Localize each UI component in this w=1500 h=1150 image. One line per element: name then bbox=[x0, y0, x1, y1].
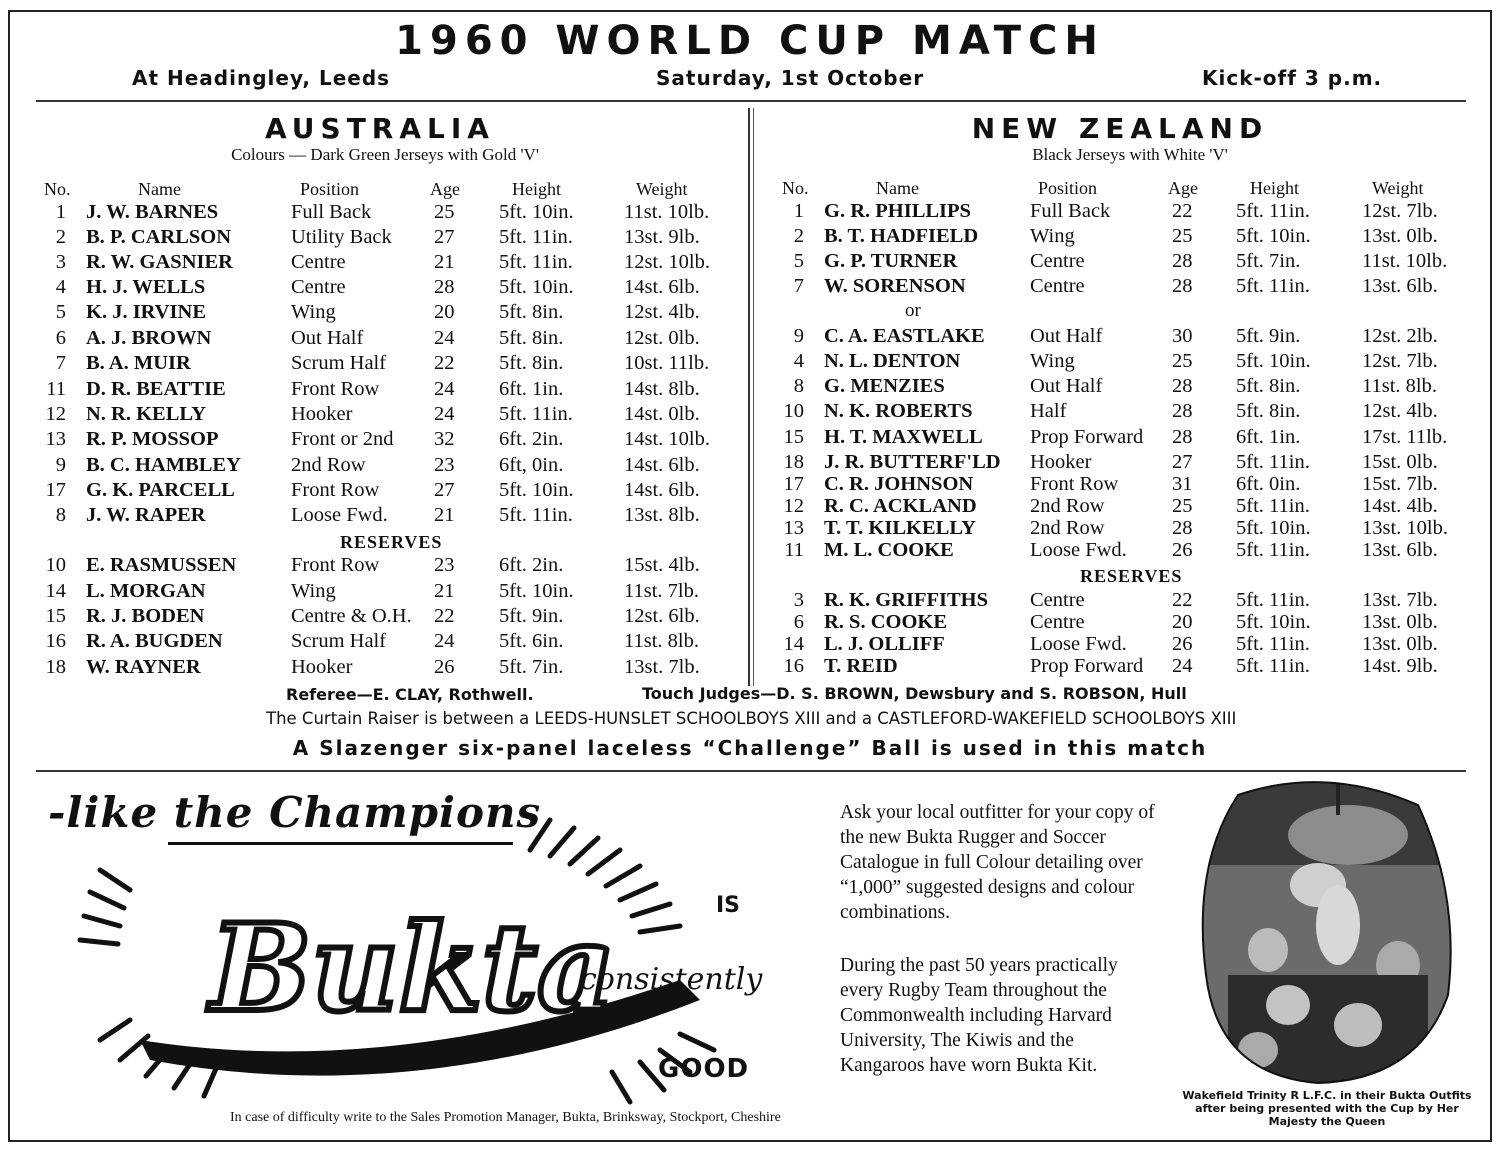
player-height: 5ft. 11in. bbox=[1236, 589, 1310, 611]
new-zealand-team-name: NEW ZEALAND bbox=[971, 112, 1269, 145]
player-height: 5ft. 10in. bbox=[499, 479, 574, 501]
player-age: 30 bbox=[1172, 325, 1193, 347]
player-name: J. W. RAPER bbox=[86, 504, 206, 526]
player-height: 5ft. 11in. bbox=[499, 504, 573, 526]
player-position: Centre bbox=[1030, 589, 1085, 611]
player-weight: 12st. 7lb. bbox=[1362, 350, 1438, 372]
player-number: 11 bbox=[784, 539, 804, 561]
australia-colours: Colours — Dark Green Jerseys with Gold 'V' bbox=[231, 145, 539, 164]
player-age: 28 bbox=[1172, 250, 1193, 272]
player-age: 27 bbox=[434, 226, 455, 248]
player-weight: 12st. 4lb. bbox=[624, 301, 700, 323]
player-weight: 14st. 6lb. bbox=[624, 479, 700, 501]
player-number: 15 bbox=[45, 605, 66, 627]
advert-tagline: -like the Champions bbox=[48, 788, 542, 837]
player-position: Centre bbox=[1030, 611, 1085, 633]
player-number: 12 bbox=[783, 495, 804, 517]
consistently-word: consistently bbox=[580, 962, 763, 997]
player-number: 18 bbox=[783, 451, 804, 473]
player-name: E. RASMUSSEN bbox=[86, 554, 237, 576]
australia-header-no: No. bbox=[44, 179, 71, 199]
player-position: 2nd Row bbox=[1030, 517, 1105, 539]
player-position: Wing bbox=[1030, 350, 1075, 372]
player-number: 9 bbox=[55, 454, 66, 476]
player-name: R. W. GASNIER bbox=[86, 251, 233, 273]
player-age: 24 bbox=[434, 630, 455, 652]
player-weight: 14st. 10lb. bbox=[624, 428, 710, 450]
player-weight: 15st. 7lb. bbox=[1362, 473, 1438, 495]
referee-text: Referee—E. CLAY, Rothwell. bbox=[286, 685, 534, 704]
player-position: Prop Forward bbox=[1030, 655, 1144, 677]
player-name: H. J. WELLS bbox=[86, 276, 206, 298]
player-position: Wing bbox=[291, 580, 336, 602]
player-position: Full Back bbox=[1030, 200, 1111, 222]
new-zealand-header-height: Height bbox=[1250, 178, 1299, 198]
player-weight: 12st. 0lb. bbox=[624, 327, 700, 349]
player-height: 5ft. 8in. bbox=[499, 352, 564, 374]
player-position: Hooker bbox=[1030, 451, 1092, 473]
player-age: 26 bbox=[1172, 633, 1193, 655]
ball-notice: A Slazenger six-panel laceless “Challenge” Ball is used in this match bbox=[292, 736, 1208, 760]
player-number: 7 bbox=[55, 352, 66, 374]
player-height: 5ft. 7in. bbox=[499, 656, 564, 678]
player-height: 5ft. 10in. bbox=[499, 580, 574, 602]
player-height: 5ft. 11in. bbox=[499, 226, 573, 248]
player-name: N. R. KELLY bbox=[86, 403, 206, 425]
new-zealand-header-age: Age bbox=[1168, 178, 1198, 198]
player-number: 7 bbox=[793, 275, 804, 297]
player-number: 11 bbox=[46, 378, 66, 400]
player-position: 2nd Row bbox=[291, 454, 366, 476]
australia-reserves-heading: RESERVES bbox=[340, 532, 443, 552]
column-divider bbox=[748, 108, 750, 686]
player-number: 5 bbox=[55, 301, 66, 323]
player-position: Wing bbox=[1030, 225, 1075, 247]
player-number: 8 bbox=[55, 504, 66, 526]
australia-header-age: Age bbox=[430, 179, 460, 199]
player-weight: 14st. 4lb. bbox=[1362, 495, 1438, 517]
player-position: Front Row bbox=[1030, 473, 1119, 495]
player-number: 6 bbox=[793, 611, 804, 633]
player-weight: 13st. 7lb. bbox=[624, 656, 700, 678]
player-position: Utility Back bbox=[291, 226, 392, 248]
player-weight: 15st. 4lb. bbox=[624, 554, 700, 576]
player-age: 20 bbox=[434, 301, 455, 323]
player-height: 5ft. 10in. bbox=[1236, 350, 1311, 372]
player-age: 22 bbox=[1172, 589, 1193, 611]
player-weight: 13st. 6lb. bbox=[1362, 275, 1438, 297]
catalogue-text: Ask your local outfitter for your copy of the new Bukta Rugger and Soccer Catalogue in full Colour detailing over “1,000” suggested designs and colour combinations. bbox=[840, 802, 1155, 923]
player-weight: 13st. 9lb. bbox=[624, 226, 700, 248]
difficulty-text: In case of difficulty write to the Sales Promotion Manager, Bukta, Brinksway, Stockport, Cheshire bbox=[230, 1110, 781, 1125]
player-name: R. K. GRIFFITHS bbox=[824, 589, 989, 611]
player-name: T. REID bbox=[824, 655, 898, 677]
player-weight: 14st. 6lb. bbox=[624, 454, 700, 476]
player-position: Full Back bbox=[291, 201, 372, 223]
header-divider bbox=[36, 100, 1466, 102]
player-name: G. P. TURNER bbox=[824, 250, 958, 272]
player-position: Front Row bbox=[291, 479, 380, 501]
player-name: R. P. MOSSOP bbox=[86, 428, 219, 450]
player-position: Scrum Half bbox=[291, 630, 387, 652]
curtain-raiser-text: The Curtain Raiser is between a LEEDS-HUNSLET SCHOOLBOYS XIII and a CASTLEFORD-WAKEFIELD SCHOOLBOYS XIII bbox=[266, 709, 1237, 728]
page-title: 1960 WORLD CUP MATCH bbox=[395, 18, 1105, 64]
player-position: 2nd Row bbox=[1030, 495, 1105, 517]
player-position: Hooker bbox=[291, 656, 353, 678]
player-name: L. J. OLLIFF bbox=[824, 633, 945, 655]
player-name: N. L. DENTON bbox=[824, 350, 961, 372]
player-position: Half bbox=[1030, 400, 1067, 422]
player-age: 28 bbox=[1172, 275, 1193, 297]
player-name: N. K. ROBERTS bbox=[824, 400, 973, 422]
new-zealand-header-no: No. bbox=[782, 178, 809, 198]
player-name: W. SORENSON bbox=[824, 275, 966, 297]
player-number: 14 bbox=[783, 633, 804, 655]
player-number: 16 bbox=[45, 630, 66, 652]
player-height: 5ft. 10in. bbox=[1236, 517, 1311, 539]
advert-divider bbox=[36, 770, 1466, 772]
player-position: Loose Fwd. bbox=[1030, 633, 1127, 655]
player-age: 27 bbox=[434, 479, 455, 501]
player-number: 6 bbox=[55, 327, 66, 349]
player-age: 22 bbox=[434, 352, 455, 374]
player-age: 24 bbox=[434, 327, 455, 349]
player-number: 1 bbox=[793, 200, 804, 222]
player-name: G. K. PARCELL bbox=[86, 479, 235, 501]
player-height: 5ft. 8in. bbox=[499, 301, 564, 323]
player-age: 25 bbox=[434, 201, 455, 223]
player-height: 6ft. 2in. bbox=[499, 554, 564, 576]
player-number: 17 bbox=[45, 479, 66, 501]
player-number: 2 bbox=[55, 226, 66, 248]
player-age: 25 bbox=[1172, 495, 1193, 517]
player-height: 5ft. 11in. bbox=[1236, 275, 1310, 297]
brand-wordmark: Bukta bbox=[210, 898, 615, 1039]
player-height: 5ft. 11in. bbox=[1236, 200, 1310, 222]
player-weight: 12st. 2lb. bbox=[1362, 325, 1438, 347]
player-name: B. P. CARLSON bbox=[86, 226, 232, 248]
player-number: 3 bbox=[55, 251, 66, 273]
column-divider-inner bbox=[753, 108, 754, 686]
player-height: 6ft. 2in. bbox=[499, 428, 564, 450]
player-name: G. R. PHILLIPS bbox=[824, 200, 971, 222]
player-age: 27 bbox=[1172, 451, 1193, 473]
player-name: B. A. MUIR bbox=[86, 352, 191, 374]
player-number: 9 bbox=[793, 325, 804, 347]
player-height: 5ft. 7in. bbox=[1236, 250, 1301, 272]
player-weight: 10st. 11lb. bbox=[624, 352, 710, 374]
player-age: 23 bbox=[434, 454, 455, 476]
player-weight: 14st. 8lb. bbox=[624, 378, 700, 400]
player-position: Centre bbox=[291, 276, 346, 298]
player-age: 22 bbox=[434, 605, 455, 627]
player-name: T. T. KILKELLY bbox=[824, 517, 976, 539]
player-name: L. MORGAN bbox=[86, 580, 206, 602]
player-position: Front Row bbox=[291, 378, 380, 400]
player-weight: 11st. 7lb. bbox=[624, 580, 699, 602]
player-age: 26 bbox=[434, 656, 455, 678]
player-number: 4 bbox=[793, 350, 804, 372]
player-name: W. RAYNER bbox=[86, 656, 201, 678]
australia-team-name: AUSTRALIA bbox=[265, 112, 495, 145]
player-number: 12 bbox=[45, 403, 66, 425]
player-height: 5ft. 9in. bbox=[1236, 325, 1301, 347]
player-height: 5ft. 8in. bbox=[499, 327, 564, 349]
player-age: 28 bbox=[1172, 517, 1193, 539]
player-age: 28 bbox=[434, 276, 455, 298]
player-weight: 13st. 6lb. bbox=[1362, 539, 1438, 561]
player-age: 28 bbox=[1172, 375, 1193, 397]
player-name: R. A. BUGDEN bbox=[86, 630, 223, 652]
player-height: 5ft. 6in. bbox=[499, 630, 564, 652]
player-height: 5ft. 11in. bbox=[1236, 633, 1310, 655]
player-name: C. R. JOHNSON bbox=[824, 473, 974, 495]
player-name: M. L. COOKE bbox=[824, 539, 954, 561]
player-age: 26 bbox=[1172, 539, 1193, 561]
date-text: Saturday, 1st October bbox=[656, 66, 925, 90]
player-number: 2 bbox=[793, 225, 804, 247]
player-position: Loose Fwd. bbox=[1030, 539, 1127, 561]
player-position: Scrum Half bbox=[291, 352, 387, 374]
player-age: 24 bbox=[434, 378, 455, 400]
player-weight: 14st. 9lb. bbox=[1362, 655, 1438, 677]
player-position: Hooker bbox=[291, 403, 353, 425]
player-weight: 13st. 7lb. bbox=[1362, 589, 1438, 611]
player-name: D. R. BEATTIE bbox=[86, 378, 226, 400]
new-zealand-header-weight: Weight bbox=[1372, 178, 1424, 198]
player-number: 1 bbox=[55, 201, 66, 223]
player-age: 28 bbox=[1172, 400, 1193, 422]
player-weight: 12st. 10lb. bbox=[624, 251, 710, 273]
player-number: 8 bbox=[793, 375, 804, 397]
player-number: 4 bbox=[55, 276, 66, 298]
player-name: J. W. BARNES bbox=[86, 201, 219, 223]
player-height: 5ft. 10in. bbox=[1236, 225, 1311, 247]
player-name: B. T. HADFIELD bbox=[824, 225, 979, 247]
player-age: 32 bbox=[434, 428, 455, 450]
player-position: Out Half bbox=[1030, 375, 1103, 397]
player-number: 10 bbox=[45, 554, 66, 576]
player-name: R. J. BODEN bbox=[86, 605, 205, 627]
player-height: 6ft. 1in. bbox=[1236, 426, 1301, 448]
player-weight: 15st. 0lb. bbox=[1362, 451, 1438, 473]
player-number: 5 bbox=[793, 250, 804, 272]
player-height: 5ft. 11in. bbox=[499, 403, 573, 425]
player-height: 6ft. 1in. bbox=[499, 378, 564, 400]
player-name: J. R. BUTTERF'LD bbox=[824, 451, 1001, 473]
player-number: 10 bbox=[783, 400, 804, 422]
venue-text: At Headingley, Leeds bbox=[132, 66, 391, 90]
player-name: R. C. ACKLAND bbox=[824, 495, 977, 517]
player-age: 20 bbox=[1172, 611, 1193, 633]
player-age: 25 bbox=[1172, 225, 1193, 247]
player-age: 22 bbox=[1172, 200, 1193, 222]
is-word: IS bbox=[716, 893, 741, 918]
history-text: During the past 50 years practically every Rugby Team throughout the Commonwealth including Harvard University, The Kiwis and the Kangaroos have worn Bukta Kit. bbox=[840, 955, 1118, 1076]
player-name: K. J. IRVINE bbox=[86, 301, 207, 323]
player-height: 5ft. 11in. bbox=[1236, 451, 1310, 473]
player-weight: 14st. 6lb. bbox=[624, 276, 700, 298]
player-height: 5ft. 10in. bbox=[1236, 611, 1311, 633]
australia-header-weight: Weight bbox=[636, 179, 688, 199]
new-zealand-colours: Black Jerseys with White 'V' bbox=[1032, 145, 1228, 164]
player-number: 15 bbox=[783, 426, 804, 448]
player-height: 5ft. 11in. bbox=[499, 251, 573, 273]
australia-header-height: Height bbox=[512, 179, 561, 199]
player-age: 23 bbox=[434, 554, 455, 576]
player-weight: 11st. 10lb. bbox=[624, 201, 710, 223]
or-separator: or bbox=[905, 300, 921, 321]
player-position: Wing bbox=[291, 301, 336, 323]
player-weight: 13st. 0lb. bbox=[1362, 633, 1438, 655]
player-weight: 12st. 4lb. bbox=[1362, 400, 1438, 422]
good-word: GOOD bbox=[658, 1054, 750, 1084]
player-height: 5ft. 8in. bbox=[1236, 375, 1301, 397]
player-position: Front or 2nd bbox=[291, 428, 394, 450]
player-age: 24 bbox=[1172, 655, 1193, 677]
player-number: 18 bbox=[45, 656, 66, 678]
new-zealand-reserves-heading: RESERVES bbox=[1080, 566, 1183, 586]
player-number: 16 bbox=[783, 655, 804, 677]
player-position: Centre bbox=[291, 251, 346, 273]
player-height: 5ft. 11in. bbox=[1236, 655, 1310, 677]
player-position: Prop Forward bbox=[1030, 426, 1144, 448]
player-height: 5ft. 10in. bbox=[499, 201, 574, 223]
new-zealand-header-name: Name bbox=[876, 178, 919, 198]
player-age: 28 bbox=[1172, 426, 1193, 448]
player-name: B. C. HAMBLEY bbox=[86, 454, 241, 476]
player-weight: 13st. 0lb. bbox=[1362, 611, 1438, 633]
player-height: 5ft. 11in. bbox=[1236, 539, 1310, 561]
player-weight: 11st. 8lb. bbox=[624, 630, 699, 652]
player-age: 31 bbox=[1172, 473, 1193, 495]
player-position: Out Half bbox=[291, 327, 364, 349]
player-position: Centre bbox=[1030, 275, 1085, 297]
player-name: G. MENZIES bbox=[824, 375, 945, 397]
new-zealand-header-position: Position bbox=[1038, 178, 1098, 198]
photo-caption: Wakefield Trinity R L.F.C. in their Bukta Outfits after being presented with the Cup by Her Majesty the Queen bbox=[1182, 1089, 1472, 1128]
player-weight: 14st. 0lb. bbox=[624, 403, 700, 425]
player-number: 14 bbox=[45, 580, 66, 602]
touch-judges-text: Touch Judges—D. S. BROWN, Dewsbury and S. ROBSON, Hull bbox=[642, 684, 1187, 703]
player-number: 13 bbox=[45, 428, 66, 450]
player-weight: 12st. 7lb. bbox=[1362, 200, 1438, 222]
player-weight: 12st. 6lb. bbox=[624, 605, 700, 627]
player-number: 3 bbox=[793, 589, 804, 611]
player-weight: 11st. 10lb. bbox=[1362, 250, 1448, 272]
player-name: H. T. MAXWELL bbox=[824, 426, 983, 448]
player-weight: 17st. 11lb. bbox=[1362, 426, 1448, 448]
player-age: 24 bbox=[434, 403, 455, 425]
player-weight: 13st. 8lb. bbox=[624, 504, 700, 526]
player-age: 25 bbox=[1172, 350, 1193, 372]
player-weight: 13st. 10lb. bbox=[1362, 517, 1448, 539]
player-position: Out Half bbox=[1030, 325, 1103, 347]
player-position: Front Row bbox=[291, 554, 380, 576]
player-age: 21 bbox=[434, 251, 455, 273]
player-position: Loose Fwd. bbox=[291, 504, 388, 526]
player-position: Centre bbox=[1030, 250, 1085, 272]
player-name: R. S. COOKE bbox=[824, 611, 948, 633]
player-height: 5ft. 11in. bbox=[1236, 495, 1310, 517]
player-weight: 13st. 0lb. bbox=[1362, 225, 1438, 247]
player-weight: 11st. 8lb. bbox=[1362, 375, 1437, 397]
player-number: 17 bbox=[783, 473, 804, 495]
australia-header-position: Position bbox=[300, 179, 360, 199]
player-position: Centre & O.H. bbox=[291, 605, 412, 627]
player-height: 5ft. 10in. bbox=[499, 276, 574, 298]
australia-header-name: Name bbox=[138, 179, 181, 199]
player-name: C. A. EASTLAKE bbox=[824, 325, 985, 347]
player-height: 5ft. 9in. bbox=[499, 605, 564, 627]
trophy-photo bbox=[1198, 775, 1454, 1087]
player-name: A. J. BROWN bbox=[86, 327, 212, 349]
player-height: 5ft. 8in. bbox=[1236, 400, 1301, 422]
player-age: 21 bbox=[434, 580, 455, 602]
kickoff-text: Kick-off 3 p.m. bbox=[1202, 66, 1383, 90]
player-age: 21 bbox=[434, 504, 455, 526]
player-number: 13 bbox=[783, 517, 804, 539]
player-height: 6ft, 0in. bbox=[499, 454, 564, 476]
player-height: 6ft. 0in. bbox=[1236, 473, 1301, 495]
